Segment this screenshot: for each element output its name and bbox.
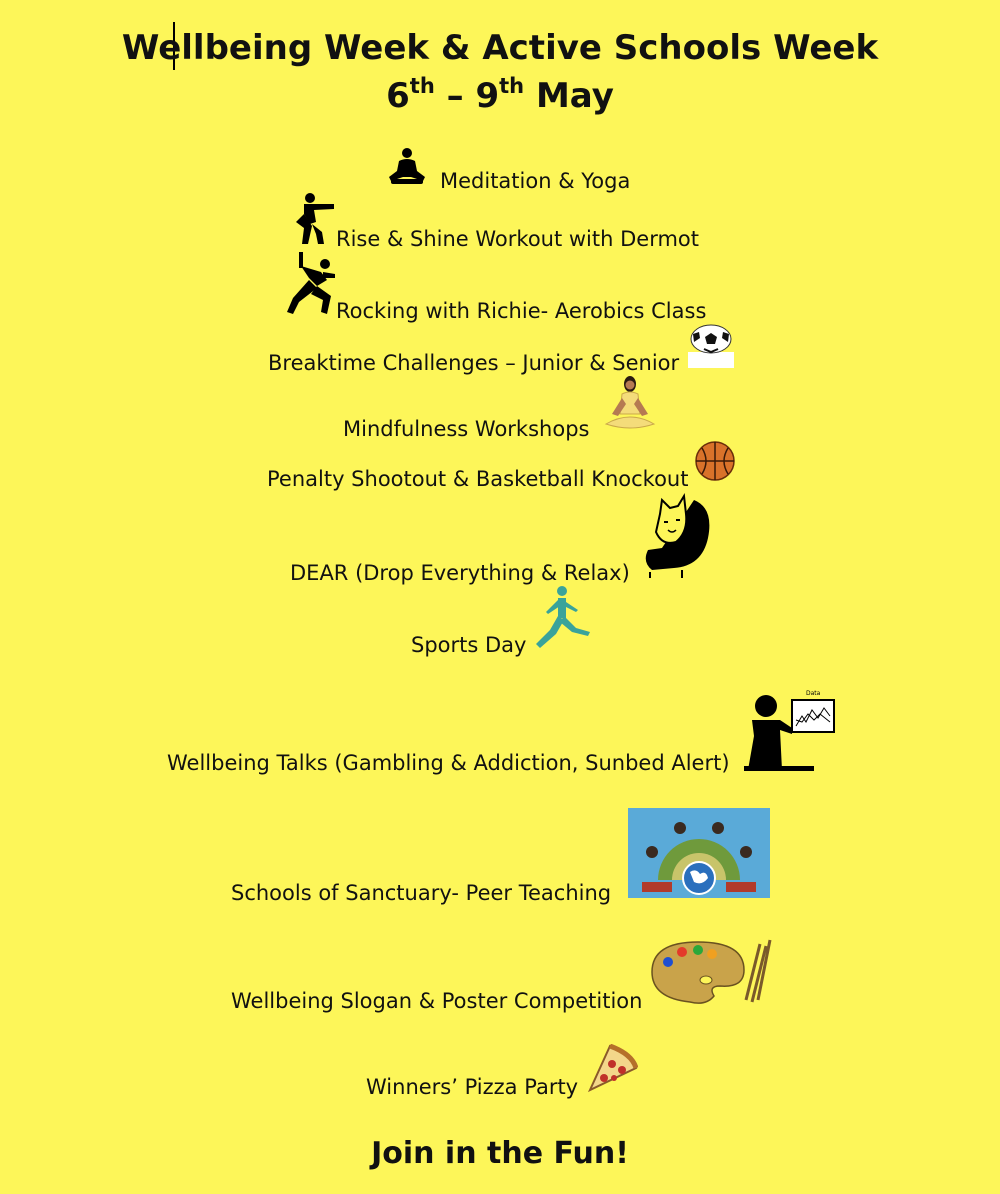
relaxing-cat-icon xyxy=(642,492,714,578)
activity-item: Wellbeing Slogan & Poster Competition xyxy=(231,989,643,1013)
activity-item: Rocking with Richie- Aerobics Class xyxy=(336,299,707,323)
activity-item: Meditation & Yoga xyxy=(440,169,631,193)
presenter-icon xyxy=(744,686,836,772)
mindful-woman-icon xyxy=(600,374,660,436)
activity-item: Mindfulness Workshops xyxy=(343,417,590,441)
activity-item: Winners’ Pizza Party xyxy=(366,1075,579,1099)
dancer-icon xyxy=(287,250,339,316)
chart-label: Data xyxy=(806,690,821,697)
activity-item: Breaktime Challenges – Junior & Senior xyxy=(268,351,680,375)
activity-item: DEAR (Drop Everything & Relax) xyxy=(290,561,630,585)
event-dates: 6th – 9th May xyxy=(386,74,614,116)
title-line1: Wellbeing Week & Active Schools Week xyxy=(121,28,879,68)
activity-item: Rise & Shine Workout with Dermot xyxy=(336,227,700,251)
soccer-ball-icon xyxy=(688,322,734,368)
activity-item: Schools of Sanctuary- Peer Teaching xyxy=(231,881,612,905)
runner-icon xyxy=(532,584,592,654)
page-title xyxy=(0,26,1000,70)
meditation-icon xyxy=(387,147,427,187)
closing-slogan: Join in the Fun! xyxy=(371,1136,629,1171)
activity-item: Wellbeing Talks (Gambling & Addiction, Sunbed Alert) xyxy=(167,751,730,775)
activity-item: Penalty Shootout & Basketball Knockout xyxy=(267,467,689,491)
globe-classroom-icon xyxy=(628,808,770,898)
squat-workout-icon xyxy=(290,192,338,246)
paint-palette-icon xyxy=(646,936,772,1006)
pizza-slice-icon xyxy=(586,1044,638,1094)
basketball-icon xyxy=(694,440,736,482)
activity-item: Sports Day xyxy=(411,633,527,657)
